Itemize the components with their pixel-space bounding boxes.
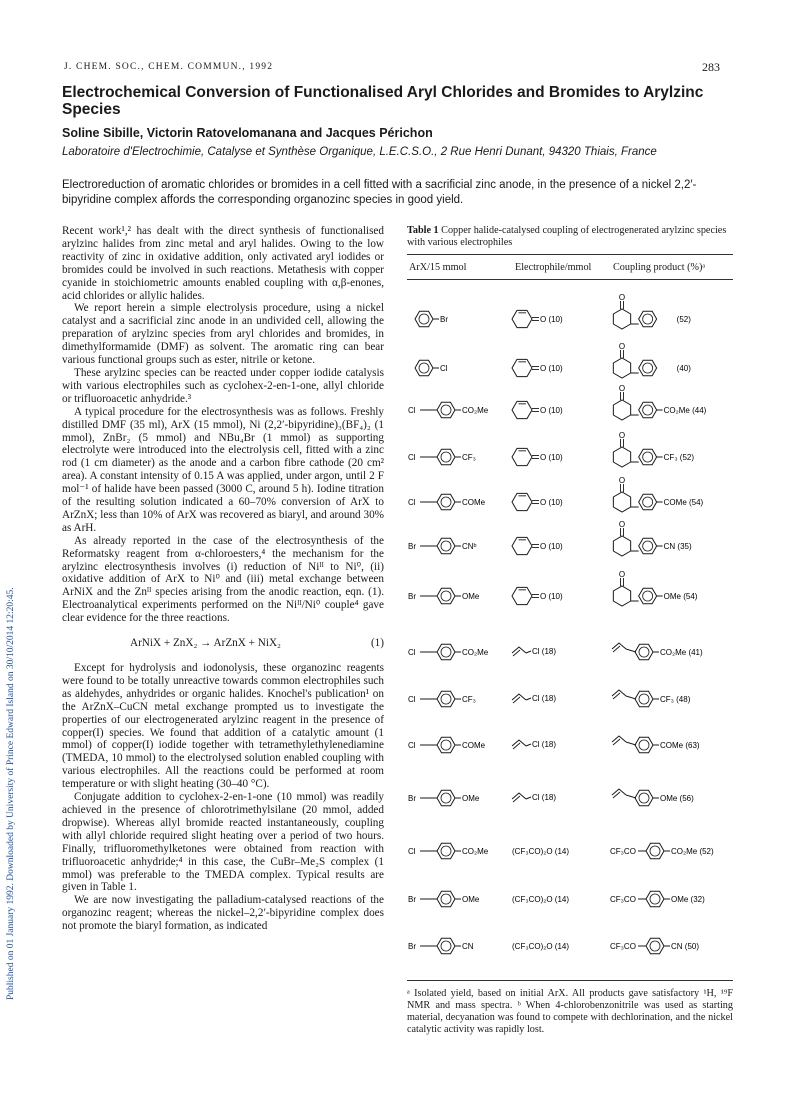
row-9-product-allyl bbox=[612, 690, 626, 696]
row-13-arx-left: Br bbox=[408, 895, 416, 904]
row-2-electrophile: O (10) bbox=[540, 364, 563, 373]
paragraph-4: A typical procedure for the electrosynthesis was as follows. Freshly distilled DMF (35 ml), ArX (15 mmol), Ni (2,2′-bipyridine)₃(BF₄)₂ (1 mmol), ZnBr₂ (5 mmol) and NBu₄Br (1 mmol) as supporting electrolyte were introduced into the electrolysis cell, fitted with a zinc rod (1 cm diameter) as the anode and a carbon fibre cathode (20 cm² area). A constant intensity of 0.15 A was applied, under argon, until 2 F mol⁻¹ of halide have been passed (3000 C, around 5 h). Iodine titration of the resulting solution indicated a 60–70% conversion of ArX to ArZnX; less than 10% of ArX was recovered as biaryl, and around 30% as ArH. bbox=[62, 405, 384, 534]
row-14-arx-ring bbox=[437, 938, 455, 954]
row-5-arx-right: COMe bbox=[462, 498, 486, 507]
row-11-product-ring-ring bbox=[639, 793, 649, 803]
row-2-arx-right: Cl bbox=[440, 364, 448, 373]
row-2-product-right: (40) bbox=[676, 364, 691, 373]
table-header bbox=[407, 254, 733, 280]
row-8-arx-ring-ring bbox=[441, 647, 451, 657]
row-11-arx-ring bbox=[437, 790, 455, 806]
row-9-electrophile: Cl (18) bbox=[532, 694, 557, 703]
row-2-product-ring bbox=[639, 360, 657, 376]
row-8-product-allyl bbox=[612, 643, 626, 649]
row-12-electrophile: (CF₃CO)₂O (14) bbox=[512, 847, 570, 856]
row-10-arx-left: Cl bbox=[408, 741, 416, 750]
row-10-electrophile: Cl (18) bbox=[532, 740, 557, 749]
row-9-arx-right: CF₃ bbox=[462, 695, 476, 704]
row-1-arx-right: Br bbox=[440, 315, 448, 324]
row-7-product-ketone bbox=[613, 586, 630, 606]
row-5-arx-ring bbox=[437, 494, 455, 510]
row-7-product-ring-ring bbox=[643, 591, 653, 601]
row-4-product-ketone bbox=[613, 447, 630, 467]
paragraph-6: Except for hydrolysis and iodonolysis, these organozinc reagents were found to be totally unreactive towards common electrophiles such as aldehydes, anhydrides or organic halides. Knochel's publication¹ on the ArZnX–CuCN metal exchange prompted us to investigate the properties of our electrogenerated arylzinc reagent in the presence of copper(I) species. We found that addition of a catalytic amount (1 mmol) of copper(I) iodide together with tetramethylethylenediamine (TMEDA, 10 mmol) to the electrolysed solution enabled coupling with various electrophiles. All the reactions could be performed at room temperature or with slight heating (30–40 °C). bbox=[62, 662, 384, 791]
row-1-electrophile: O (10) bbox=[540, 315, 563, 324]
row-7-arx-right: OMe bbox=[462, 592, 480, 601]
row-9-arx-ring-ring bbox=[441, 694, 451, 704]
row-8-product-bond bbox=[626, 649, 636, 652]
row-10-product-ring bbox=[635, 737, 653, 753]
row-8-product-ring bbox=[635, 644, 653, 660]
row-6-product-ketone bbox=[613, 536, 630, 556]
row-5-arx-ring-ring bbox=[441, 497, 451, 507]
row-1-product-ketone-o: O bbox=[618, 293, 626, 302]
row-5-electrophile: O (10) bbox=[540, 498, 563, 507]
row-13-arx-right: OMe bbox=[462, 895, 480, 904]
row-13-electrophile: (CF₃CO)₂O (14) bbox=[512, 895, 570, 904]
row-1-product-ring-ring bbox=[643, 314, 653, 324]
row-2-arx-ring-ring bbox=[419, 363, 429, 373]
row-11-product-bond bbox=[626, 795, 636, 798]
row-14-product-left: CF₃CO bbox=[610, 942, 636, 951]
row-8-allyl bbox=[512, 647, 526, 653]
row-6-arx-ring bbox=[437, 538, 455, 554]
row-9-product-ring bbox=[635, 691, 653, 707]
row-8-arx-left: Cl bbox=[408, 648, 416, 657]
table-caption-text: Copper halide-catalysed coupling of electrogenerated arylzinc species with various electrophiles bbox=[407, 225, 727, 248]
row-14-product-ring-ring bbox=[650, 941, 660, 951]
row-11-arx-ring-ring bbox=[441, 793, 451, 803]
row-3-product-ring-ring bbox=[643, 405, 653, 415]
row-8-allyl-bond bbox=[526, 651, 531, 653]
row-12-arx-left: Cl bbox=[408, 847, 416, 856]
row-6-product-ring-ring bbox=[643, 541, 653, 551]
row-2-product-ketone bbox=[613, 358, 630, 378]
row-11-allyl bbox=[512, 793, 526, 799]
row-1-arx-ring-ring bbox=[419, 314, 429, 324]
row-1-product-ketone bbox=[613, 309, 630, 329]
row-13-product-right: OMe (32) bbox=[671, 895, 705, 904]
paragraph-1: Recent work¹,² has dealt with the direct synthesis of functionalised arylzinc halides from zinc metal and aryl halides. Owing to the low reactivity of zinc in oxidative addition, only activated aryl iodides or bromides could be involved in such reactions. Metathesis with copper cyanide in stoichiometric amounts enabled coupling with α,β-enones, acid chlorides or allylic halides. bbox=[62, 225, 384, 302]
row-10-allyl-bond bbox=[526, 744, 531, 746]
row-10-product-bond bbox=[626, 742, 636, 745]
row-5-arx-left: Cl bbox=[408, 498, 416, 507]
col-electrophile: Electrophile/mmol bbox=[515, 262, 592, 273]
row-12-product-right: CO₂Me (52) bbox=[671, 847, 714, 856]
row-14-product-right: CN (50) bbox=[671, 942, 700, 951]
equation-text: ArNiX + ZnX₂ → ArZnX + NiX₂ bbox=[130, 637, 281, 650]
row-6-product-ring bbox=[639, 538, 657, 554]
row-14-arx-left: Br bbox=[408, 942, 416, 951]
row-11-product-ring bbox=[635, 790, 653, 806]
row-10-product-ring-ring bbox=[639, 740, 649, 750]
row-9-allyl bbox=[512, 694, 526, 700]
row-10-product-allyl bbox=[612, 736, 626, 742]
row-4-arx-ring-ring bbox=[441, 452, 451, 462]
row-12-arx-ring bbox=[437, 843, 455, 859]
row-3-product-ketone bbox=[613, 400, 630, 420]
row-10-arx-ring-ring bbox=[441, 740, 451, 750]
row-6-product-right: CN (35) bbox=[663, 542, 692, 551]
row-1-product-right: (52) bbox=[676, 315, 691, 324]
row-6-electrophile: O (10) bbox=[540, 542, 563, 551]
row-5-product-right: COMe (54) bbox=[663, 498, 704, 507]
row-13-product-ring-ring bbox=[650, 894, 660, 904]
row-10-product-right: COMe (63) bbox=[660, 741, 700, 750]
body-column bbox=[62, 225, 384, 933]
row-2-product-ketone-o: O bbox=[618, 342, 626, 351]
row-7-arx-ring-ring bbox=[441, 591, 451, 601]
row-8-product-ring-ring bbox=[639, 647, 649, 657]
table-caption bbox=[407, 225, 733, 248]
download-sidebar[interactable] bbox=[2, 180, 22, 1000]
row-5-product-ketone bbox=[613, 492, 630, 512]
affiliation: Laboratoire d'Electrochimie, Catalyse et Synthèse Organique, L.E.C.S.O., 2 Rue Henri Dunant, 94320 Thiais, France bbox=[62, 146, 657, 158]
row-14-arx-ring-ring bbox=[441, 941, 451, 951]
row-11-arx-left: Br bbox=[408, 794, 416, 803]
row-12-arx-right: CO₂Me bbox=[462, 847, 489, 856]
table-footnote: ᵃ Isolated yield, based on initial ArX. All products gave satisfactory ¹H, ¹⁹F NMR and mass spectra. ᵇ When 4-chlorobenzonitrile was used as starting material, decyanation was found to compete with dechlorination, and the nickel catalytic activity was rapidly lost. bbox=[407, 988, 733, 1035]
row-14-product-ring bbox=[646, 938, 664, 954]
row-4-product-right: CF₃ (52) bbox=[663, 453, 695, 462]
row-3-arx-ring-ring bbox=[441, 405, 451, 415]
abstract: Electroreduction of aromatic chlorides or bromides in a cell fitted with a sacrificial zinc anode, in the presence of a nickel 2,2′-bipyridine complex affords the corresponding organozinc species in good yield. bbox=[62, 179, 697, 206]
row-6-arx-left: Br bbox=[408, 542, 416, 551]
table-rule bbox=[407, 980, 733, 981]
authors: Soline Sibille, Victorin Ratovelomanana and Jacques Périchon bbox=[62, 126, 433, 140]
row-10-allyl bbox=[512, 740, 526, 746]
row-9-arx-ring bbox=[437, 691, 455, 707]
row-7-product-ring bbox=[639, 588, 657, 604]
row-4-arx-right: CF₃ bbox=[462, 453, 476, 462]
row-6-arx-right: CNᵇ bbox=[462, 542, 477, 551]
row-13-arx-ring-ring bbox=[441, 894, 451, 904]
row-12-product-ring bbox=[646, 843, 664, 859]
col-product: Coupling product (%)ᵃ bbox=[613, 262, 706, 273]
row-5-product-ketone-o: O bbox=[618, 476, 626, 485]
row-8-arx-right: CO₂Me bbox=[462, 648, 489, 657]
table-structures bbox=[404, 282, 738, 976]
row-5-product-ring bbox=[639, 494, 657, 510]
row-4-arx-left: Cl bbox=[408, 453, 416, 462]
row-3-electrophile: O (10) bbox=[540, 406, 563, 415]
row-13-arx-ring bbox=[437, 891, 455, 907]
row-11-allyl-bond bbox=[526, 797, 531, 799]
row-14-arx-right: CN bbox=[462, 942, 474, 951]
row-7-product-ketone-o: O bbox=[618, 570, 626, 579]
paragraph-7: Conjugate addition to cyclohex-2-en-1-one (10 mmol) was readily achieved in the presence of chlorotrimethylsilane (20 mmol, added dropwise). Whereas allyl bromide reacted instantaneously, coupling with allyl chloride required slight heating over a period of two hours. Finally, trifluoromethylketones were obtained from reaction with trifluoroacetic anhydride;⁴ in this case, the CuBr–Me₂S complex (1 mmol) was preferable to the TMEDA complex. Typical results are given in Table 1. bbox=[62, 791, 384, 894]
row-3-arx-right: CO₂Me bbox=[462, 406, 489, 415]
running-head: J. CHEM. SOC., CHEM. COMMUN., 1992 bbox=[64, 62, 274, 72]
row-12-product-left: CF₃CO bbox=[610, 847, 636, 856]
paragraph-3: These arylzinc species can be reacted under copper iodide catalysis with various electrophiles such as cyclohex-2-en-1-one, allyl chloride or trifluoroacetic anhydride.³ bbox=[62, 366, 384, 405]
row-13-product-ring bbox=[646, 891, 664, 907]
row-9-allyl-bond bbox=[526, 698, 531, 700]
row-14-electrophile: (CF₃CO)₂O (14) bbox=[512, 942, 570, 951]
row-6-product-ketone-o: O bbox=[618, 520, 626, 529]
equation-number: (1) bbox=[370, 637, 384, 650]
row-4-product-ring bbox=[639, 449, 657, 465]
row-3-arx-left: Cl bbox=[408, 406, 416, 415]
equation-1 bbox=[130, 637, 384, 650]
row-3-product-right: CO₂Me (44) bbox=[663, 406, 707, 415]
row-12-product-ring-ring bbox=[650, 846, 660, 856]
row-7-arx-left: Br bbox=[408, 592, 416, 601]
row-4-product-ring-ring bbox=[643, 452, 653, 462]
row-3-arx-ring bbox=[437, 402, 455, 418]
row-5-product-ring-ring bbox=[643, 497, 653, 507]
row-7-product-right: OMe (54) bbox=[663, 592, 698, 601]
row-7-arx-ring bbox=[437, 588, 455, 604]
row-3-product-ring bbox=[639, 402, 657, 418]
row-3-product-ketone-o: O bbox=[618, 384, 626, 393]
row-8-product-right: CO₂Me (41) bbox=[660, 648, 703, 657]
col-arx: ArX/15 mmol bbox=[409, 262, 467, 273]
row-11-arx-right: OMe bbox=[462, 794, 480, 803]
paragraph-5: As already reported in the case of the electrosynthesis of the Reformatsky reagent from α-chloroesters,⁴ the mechanism for the arylzinc electrosynthesis involves (i) reduction of Niᴵᴵ to Ni⁰, (ii) oxidative addition of ArX to Ni⁰ and (iii) metal exchange between ArNiX and the Znᴵᴵ species arising from the anodic reaction, eqn. (1). Electroanalytical experiments performed on the Niᴵᴵ/Ni⁰ couple⁴ gave clear evidence for the three reactions. bbox=[62, 534, 384, 625]
row-4-product-ketone-o: O bbox=[618, 431, 626, 440]
row-2-arx-ring bbox=[415, 360, 433, 376]
row-11-product-right: OMe (56) bbox=[660, 794, 694, 803]
row-11-electrophile: Cl (18) bbox=[532, 793, 557, 802]
table-label: Table 1 bbox=[407, 225, 439, 236]
paragraph-8: We are now investigating the palladium-catalysed reactions of the organozinc reagent; whereas the nickel–2,2′-bipyridine complex does not promote the biaryl formation, as indicated bbox=[62, 894, 384, 933]
row-9-product-ring-ring bbox=[639, 694, 649, 704]
row-8-electrophile: Cl (18) bbox=[532, 647, 557, 656]
row-2-product-ring-ring bbox=[643, 363, 653, 373]
row-7-electrophile: O (10) bbox=[540, 592, 563, 601]
row-13-product-left: CF₃CO bbox=[610, 895, 636, 904]
download-notice[interactable]: Published on 01 January 1992. Downloaded by University of Prince Edward Island on 30/10/2014 12:20:45. bbox=[6, 587, 16, 1000]
row-1-arx-ring bbox=[415, 311, 433, 327]
row-9-arx-left: Cl bbox=[408, 695, 416, 704]
row-9-product-right: CF₃ (48) bbox=[660, 695, 691, 704]
row-9-product-bond bbox=[626, 696, 636, 699]
row-4-arx-ring bbox=[437, 449, 455, 465]
row-11-product-allyl bbox=[612, 789, 626, 795]
row-4-electrophile: O (10) bbox=[540, 453, 563, 462]
row-12-arx-ring-ring bbox=[441, 846, 451, 856]
page-number: 283 bbox=[702, 60, 720, 74]
row-1-product-ring bbox=[639, 311, 657, 327]
article-title: Electrochemical Conversion of Functionalised Aryl Chlorides and Bromides to Arylzinc Species bbox=[62, 84, 704, 118]
row-6-arx-ring-ring bbox=[441, 541, 451, 551]
paragraph-2: We report herein a simple electrolysis procedure, using a nickel catalyst and a sacrificial zinc anode in an undivided cell, allowing the preparation of arylzinc species from aryl chlorides and bromides, in dimethylformamide (DMF) as solvent. The aromatic ring can bear various functional groups such as ester, nitrile or ketone. bbox=[62, 302, 384, 367]
row-10-arx-ring bbox=[437, 737, 455, 753]
row-8-arx-ring bbox=[437, 644, 455, 660]
row-10-arx-right: COMe bbox=[462, 741, 486, 750]
